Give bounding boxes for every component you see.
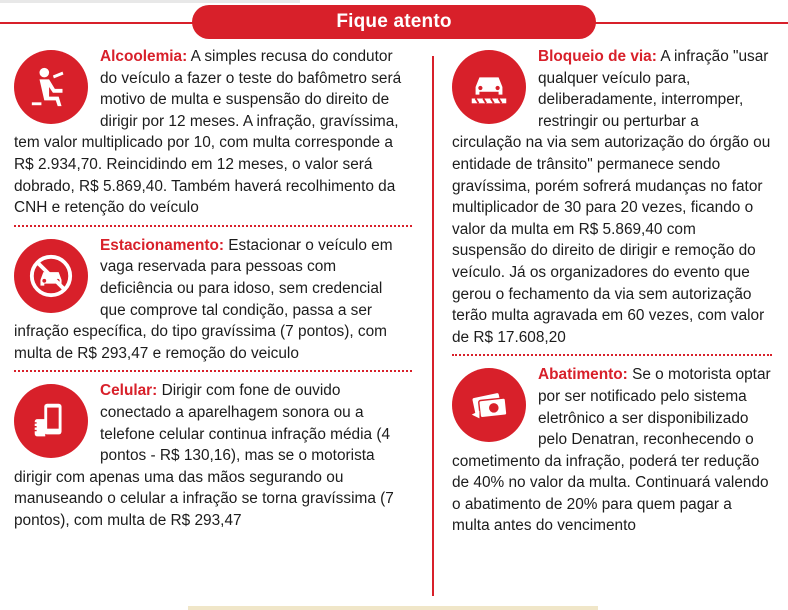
header-title: Fique atento xyxy=(336,11,452,32)
abatimento-keyword: Abatimento: xyxy=(538,366,628,384)
dotted-separator xyxy=(14,225,412,227)
column-divider xyxy=(432,56,434,596)
cellphone-hand-icon xyxy=(14,384,88,458)
celular-keyword: Celular: xyxy=(100,382,158,400)
road-block-car-icon xyxy=(452,50,526,124)
section-alcoolemia xyxy=(14,46,412,219)
alcoolemia-keyword: Alcoolemia: xyxy=(100,48,188,65)
section-celular xyxy=(14,380,412,531)
dotted-separator xyxy=(452,354,772,356)
estacionamento-keyword: Estacionamento: xyxy=(100,236,225,254)
bloqueio-body: A infração "usar qualquer veículo para, deliberadamente, interromper, restringir ou perturbar a circulação na via sem autorização do órgão ou entidade de trânsito" permanece sendo gravíssima, porém sofrerá mudanças no fator multiplicador de 30 para 20 vezes, ficando o valor da multa em R$ 5.869,40 com suspensão do direito de dirigir e remoção do veículo. Já os organizadores do evento que gerou o fechamento da via sem autorização terão multa agravada em 60 vezes, com valor de R$ 17.608,20 xyxy=(452,48,771,346)
bottom-decorative-strip xyxy=(188,606,598,610)
header-rule-right xyxy=(588,22,788,24)
right-column xyxy=(452,46,772,537)
bloqueio-keyword: Bloqueio de via: xyxy=(538,48,657,65)
header-banner xyxy=(192,5,596,39)
celular-body: Dirigir com fone de ouvido conectado a aparelhagem sonora ou a telefone celular continua infração média (4 pontos - R$ 130,16), mas se o motorista dirigir com apenas uma das mãos segurando ou manuseando o celular a infração se torna gravíssima (7 pontos), com multa de R$ 293,47 xyxy=(14,382,394,529)
section-estacionamento xyxy=(14,235,412,365)
section-bloqueio-de-via xyxy=(452,46,772,348)
estacionamento-body: Estacionar o veículo em vaga reservada para pessoas com deficiência ou para idoso, sem credencial que comprove tal condição, passa a ser infração específica, do tipo gravíssima (7 pontos), com multa de R$ 293,47 e remoção do veiculo xyxy=(14,236,393,362)
breathalyzer-icon xyxy=(14,50,88,124)
header-rule-left xyxy=(0,22,200,24)
dotted-separator xyxy=(14,370,412,372)
left-column xyxy=(14,46,412,531)
no-parking-icon xyxy=(14,239,88,313)
section-abatimento xyxy=(452,364,772,537)
abatimento-body: Se o motorista optar por ser notificado pelo sistema eletrônico a ser disponibilizado pelo Denatran, reconhecendo o cometimento da infração, poderá ter redução de 40% no valor da multa. Continuará valendo o abatimento de 20% para quem pagar a multa antes do vencimento xyxy=(452,366,771,535)
discount-money-icon xyxy=(452,368,526,442)
alcoolemia-body: A simples recusa do condutor do veículo a fazer o teste do bafômetro será motivo de multa e suspensão do direito de dirigir por 12 meses. A infração, gravíssima, tem valor multiplicado por 10, com multa corresponde a R$ 2.934,70. Reincidindo em 12 meses, o valor será dobrado, R$ 5.869,40. Também haverá recolhimento da CNH e retenção do veículo xyxy=(14,48,402,217)
top-decorative-strip xyxy=(0,0,300,3)
